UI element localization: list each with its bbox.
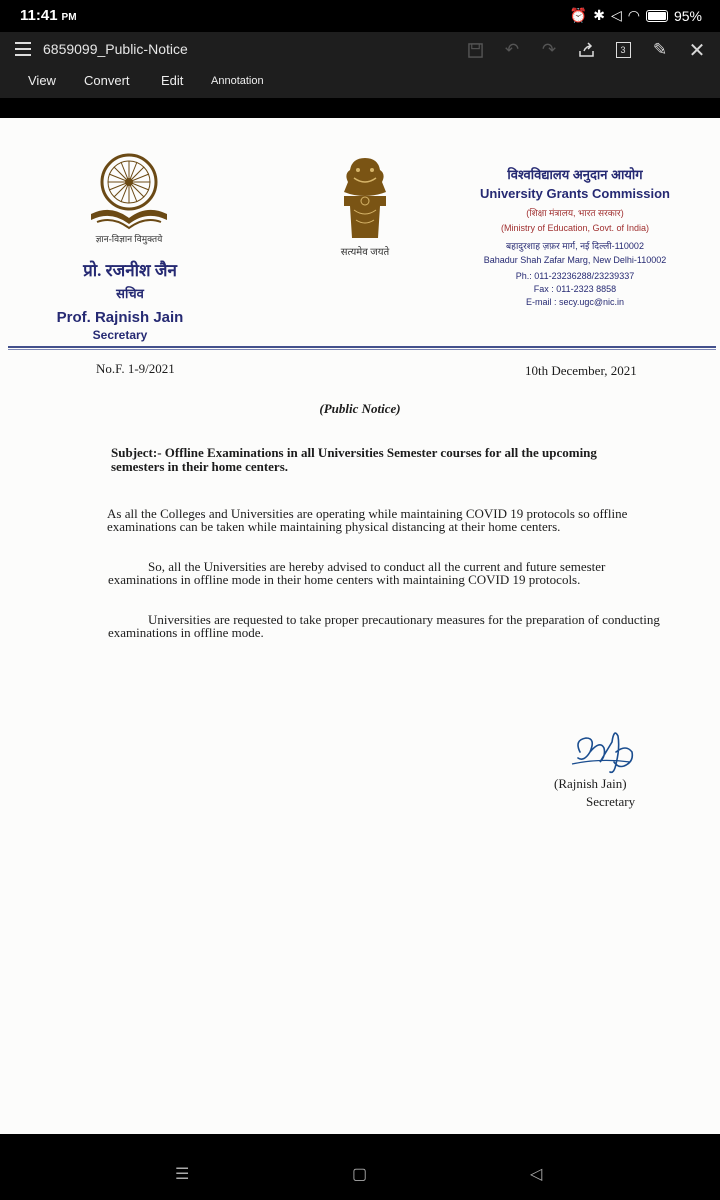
home-icon[interactable]: ▢ — [352, 1166, 368, 1183]
recent-apps-icon[interactable]: ☰ — [175, 1166, 190, 1183]
hamburger-menu-icon[interactable] — [15, 42, 31, 56]
app-toolbar — [0, 32, 720, 98]
secretary-title: Secretary — [92, 328, 148, 342]
ministry-hindi: (शिक्षा मंत्रालय, भारत सरकार) — [526, 208, 624, 218]
notice-heading: (Public Notice) — [319, 401, 401, 416]
paragraph-1: As all the Colleges and Universities are operating while maintaining COVID 19 protocols so offline examinations can be taken while maintaining physical distancing at their home centers. — [107, 506, 628, 534]
system-icons — [570, 7, 702, 24]
system-navigation-bar — [0, 1134, 720, 1200]
tab-edit[interactable]: Edit — [161, 73, 184, 88]
signatory-title: Secretary — [586, 794, 636, 809]
save-icon[interactable] — [464, 40, 486, 60]
clock: 11:41 PM — [20, 7, 77, 24]
letterhead-divider-thin — [8, 349, 716, 350]
organisation-block — [470, 165, 680, 307]
tab-annotation[interactable]: Annotation — [211, 75, 264, 87]
address-hindi: बहादुरशाह ज़फ़र मार्ग, नई दिल्ली-110002 — [506, 241, 644, 251]
secretary-name-hindi: प्रो. रजनीश जैन — [83, 261, 177, 280]
fax: Fax : 011-2323 8858 — [533, 284, 617, 294]
paragraph-3: Universities are requested to take proper precautionary measures for the preparation of conducting examinations in offline mode. — [108, 612, 660, 640]
org-name-hindi: विश्वविद्यालय अनुदान आयोग — [507, 167, 643, 182]
org-name: University Grants Commission — [480, 186, 670, 201]
ugc-emblem-icon — [85, 152, 173, 232]
letterhead-divider — [8, 346, 716, 348]
ugc-motto: ज्ञान-विज्ञान विमुक्तये — [95, 234, 163, 244]
tab-convert[interactable]: Convert — [84, 73, 130, 88]
status-bar — [0, 0, 720, 32]
signature — [570, 722, 640, 777]
phone: Ph.: 011-23236288/23239337 — [515, 271, 635, 281]
paragraph-2: So, all the Universities are hereby advised to conduct all the current and future semester examinations in offline mode in their home centers with maintaining COVID 19 protocols. — [108, 559, 606, 587]
reference-number: No.F. 1-9/2021 — [96, 361, 175, 376]
email: E-mail : secy.ugc@nic.in — [526, 297, 624, 307]
undo-icon[interactable]: ↶ — [504, 40, 520, 59]
signatory-name: (Rajnish Jain) — [554, 776, 627, 791]
battery-icon — [646, 10, 668, 22]
national-emblem-icon — [330, 152, 400, 244]
share-icon[interactable] — [575, 40, 597, 60]
page-count-icon[interactable]: 3 — [612, 40, 634, 60]
bluetooth-icon: ✱ — [593, 7, 605, 23]
viewer-gap — [0, 98, 720, 118]
close-icon[interactable]: ✕ — [688, 39, 706, 62]
secretary-title-hindi: सचिव — [116, 286, 144, 301]
ministry: (Ministry of Education, Govt. of India) — [500, 223, 650, 233]
vibrate-icon: ◁ — [610, 7, 622, 23]
edit-pen-icon[interactable]: ✎ — [652, 40, 668, 59]
address: Bahadur Shah Zafar Marg, New Delhi-110002 — [483, 255, 667, 265]
toolbar-tabs — [0, 73, 720, 93]
alarm-icon: ⏰ — [569, 7, 588, 23]
wifi-icon: ◠ — [627, 7, 640, 23]
tab-view[interactable]: View — [28, 73, 56, 88]
notice-date: 10th December, 2021 — [525, 363, 637, 378]
secretary-name: Prof. Rajnish Jain — [56, 309, 184, 326]
notice-subject: Subject:- Offline Examinations in all Universities Semester courses for all the upcoming semesters in their home centers. — [111, 445, 597, 474]
document-title: 6859099_Public-Notice — [43, 41, 188, 57]
national-motto: सत्यमेव जयते — [340, 247, 390, 258]
back-icon[interactable]: ◁ — [530, 1166, 543, 1183]
toolbar-actions — [464, 40, 708, 60]
battery-level: 95% — [673, 7, 702, 24]
redo-icon[interactable]: ↷ — [541, 40, 557, 59]
